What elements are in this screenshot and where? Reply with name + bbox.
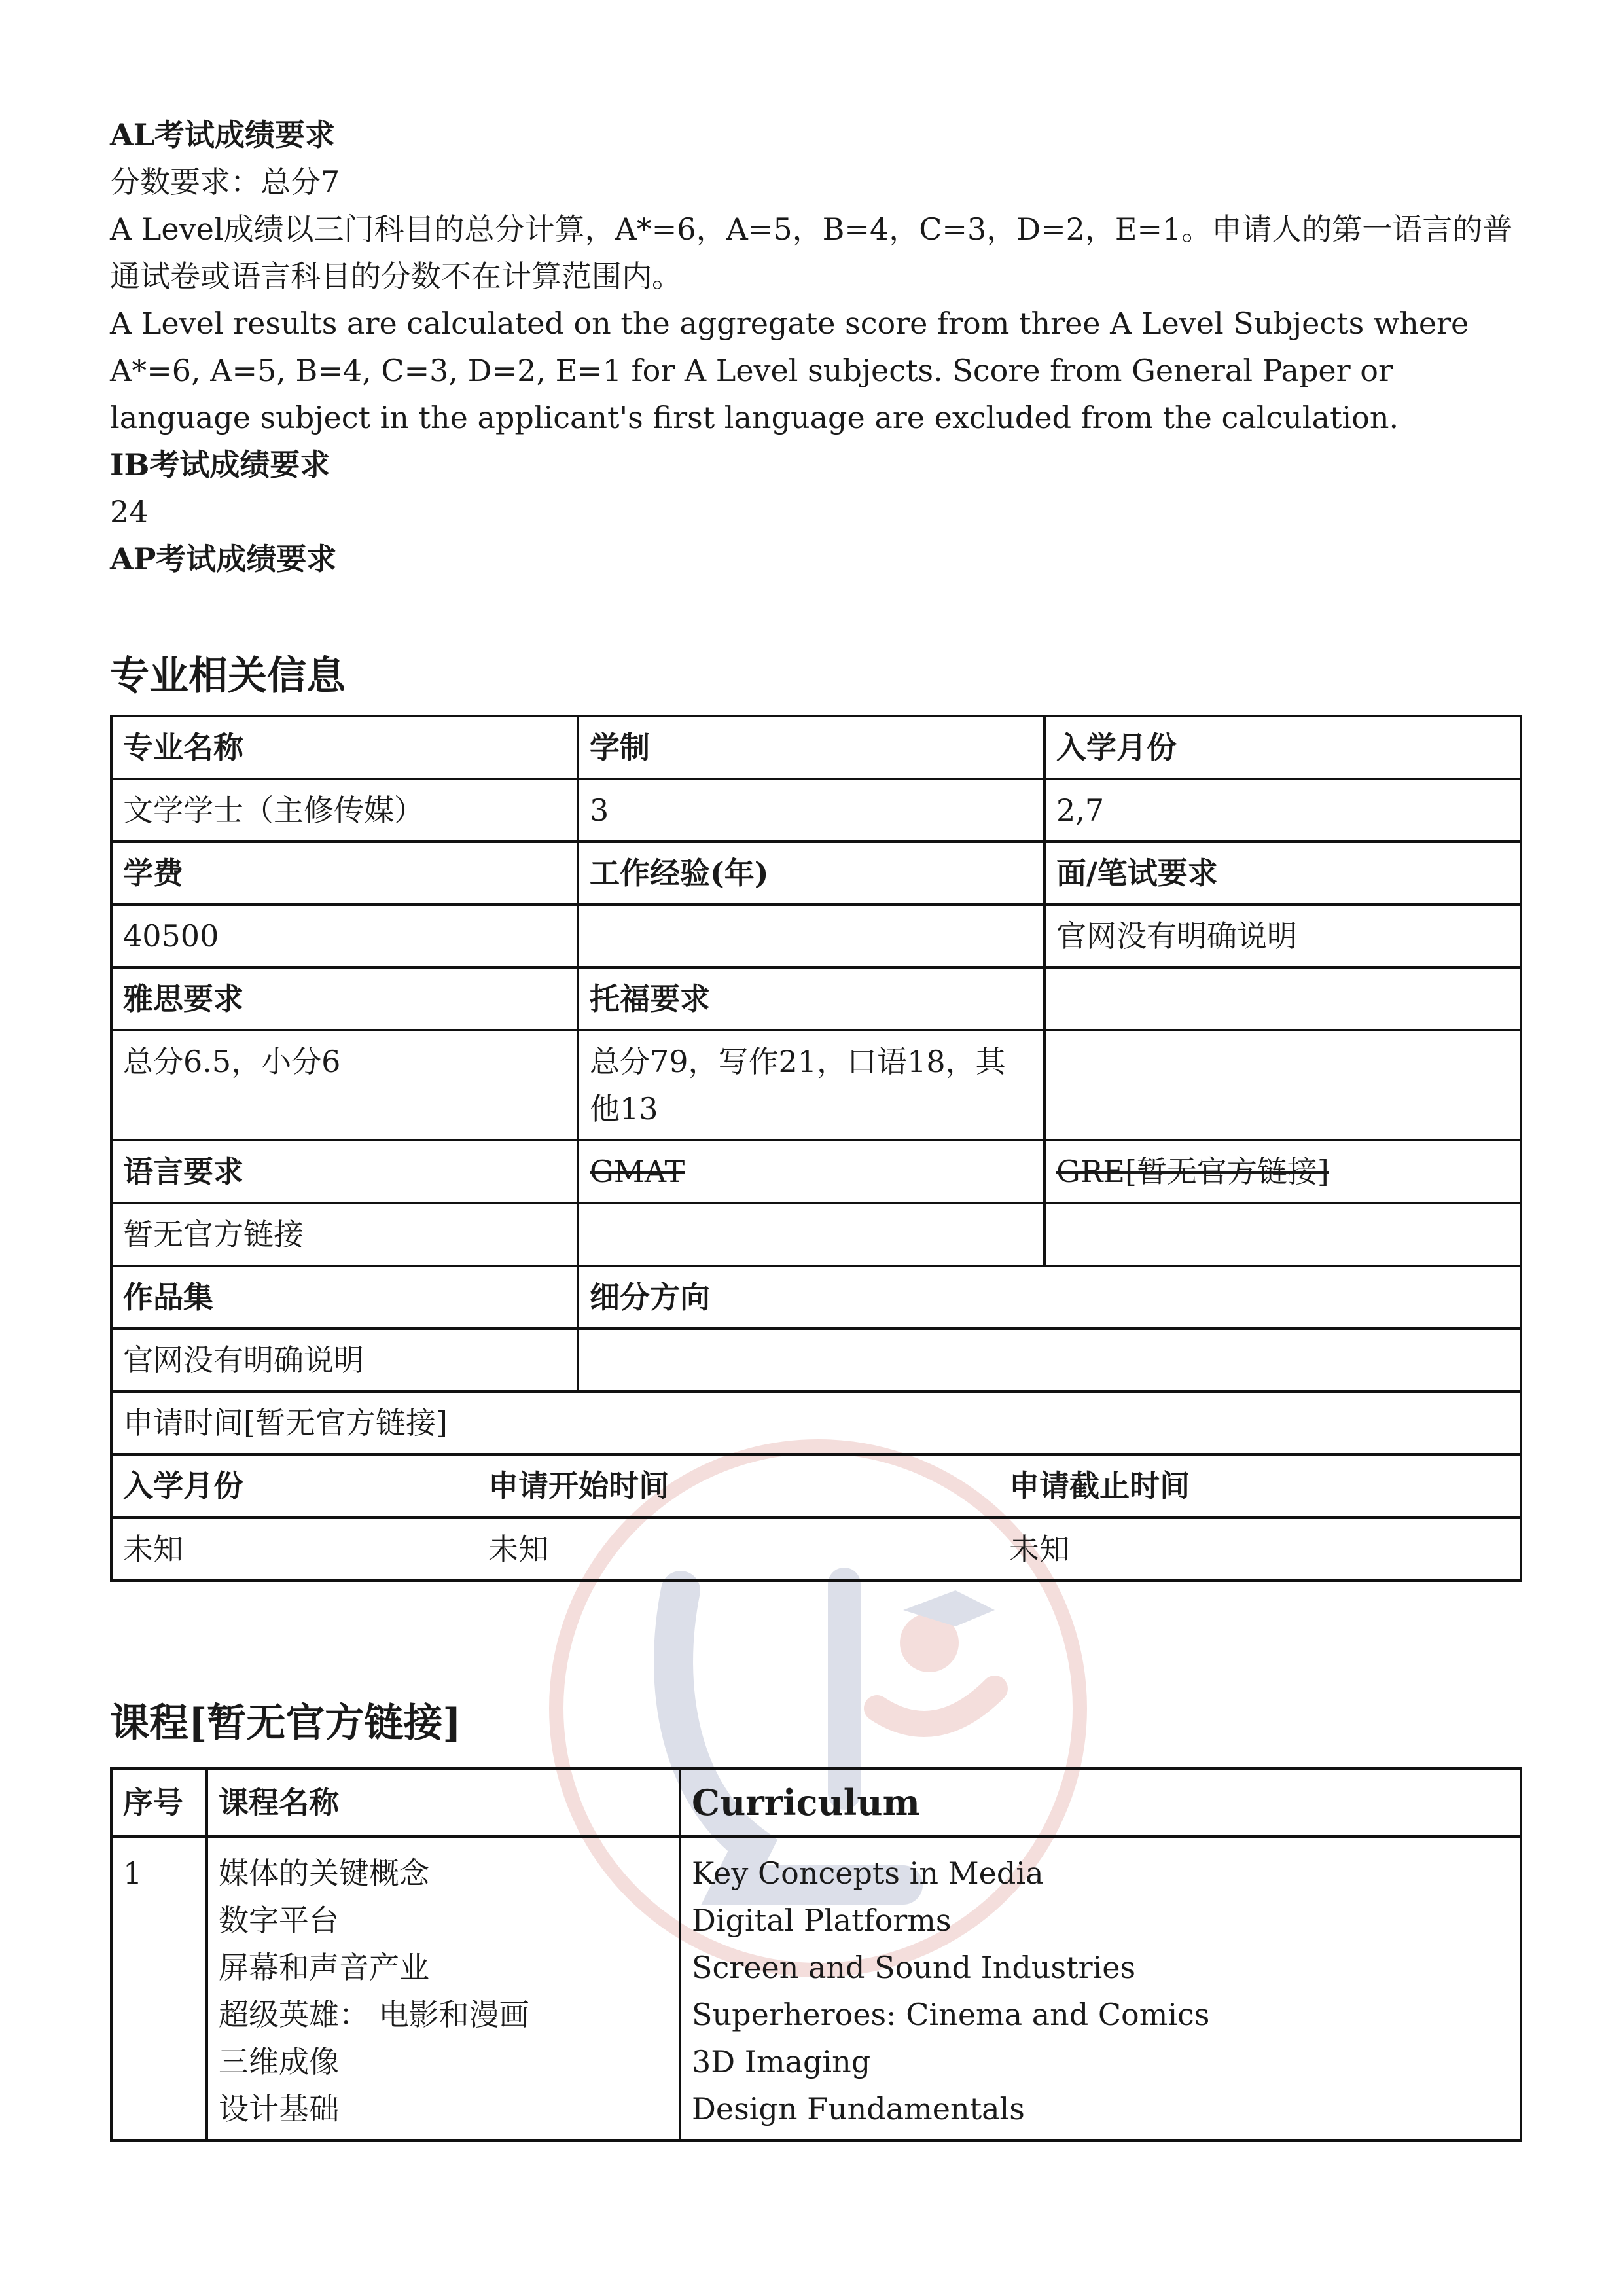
table-row xyxy=(111,842,1521,905)
list-item: 设计基础 xyxy=(219,2091,339,2126)
table-cell: 1 xyxy=(111,1837,207,2140)
al-description-en: A Level results are calculated on the aggregate score from three A Level Subjects where A*=6, A=5, B=4, C=3, D=2, E=1 for A Level subjects. Score from General Paper or language subject in the applicant's first language are excluded from the calculation. xyxy=(110,306,1469,435)
table-header-cell: 入学月份 xyxy=(113,1456,478,1518)
list-item: 三维成像 xyxy=(219,2044,339,2079)
ib-requirement-value: 24 xyxy=(110,494,149,529)
table-row xyxy=(111,1329,1521,1391)
table-row xyxy=(111,1203,1521,1266)
course-table xyxy=(110,1767,1522,2142)
ap-requirement-title: AP考试成绩要求 xyxy=(110,541,337,577)
table-header-cell: 专业名称 xyxy=(111,716,578,779)
table-header-cell: 细分方向 xyxy=(578,1266,1521,1329)
table-header-cell: 入学月份 xyxy=(1044,716,1521,779)
table-header-cell: 面/笔试要求 xyxy=(1044,842,1521,905)
table-row xyxy=(111,1266,1521,1329)
list-item: 超级英雄： 电影和漫画 xyxy=(219,1997,529,2032)
table-row xyxy=(113,1456,1520,1518)
table-header-cell: 申请截止时间 xyxy=(999,1456,1520,1518)
table-header-cell: 作品集 xyxy=(111,1266,578,1329)
major-info-heading: 专业相关信息 xyxy=(110,653,346,699)
table-cell: 未知 xyxy=(488,1532,549,1567)
table-cell: 官网没有明确说明 xyxy=(1044,905,1521,967)
table-header-cell: Curriculum xyxy=(680,1768,1521,1837)
table-header-cell: 申请开始时间 xyxy=(478,1456,999,1518)
table-cell: 40500 xyxy=(111,905,578,967)
table-row xyxy=(111,1140,1521,1203)
apply-time-label: 申请时间[暂无官方链接] xyxy=(111,1391,1521,1454)
table-row xyxy=(111,967,1521,1030)
list-item: 数字平台 xyxy=(219,1903,339,1938)
table-header-cell: 课程名称 xyxy=(207,1768,680,1837)
al-score-requirement: 分数要求：总分7 xyxy=(110,164,340,200)
ib-requirement-title: IB考试成绩要求 xyxy=(110,447,330,482)
table-row xyxy=(111,1768,1521,1837)
table-header-cell: 托福要求 xyxy=(578,967,1044,1030)
gmat-cell: GMAT xyxy=(578,1140,1044,1203)
list-item: Key Concepts in Media xyxy=(692,1856,1044,1891)
table-header-cell: 雅思要求 xyxy=(111,967,578,1030)
table-cell xyxy=(1044,1203,1521,1266)
list-item: 媒体的关键概念 xyxy=(219,1856,429,1891)
table-row xyxy=(111,1391,1521,1454)
table-cell: 文学学士（主修传媒） xyxy=(111,779,578,842)
al-requirement-title: AL考试成绩要求 xyxy=(110,117,336,152)
gre-cell: GRE[暂无官方链接] xyxy=(1044,1140,1521,1203)
table-cell: 未知 xyxy=(123,1532,183,1567)
list-item: 3D Imaging xyxy=(692,2044,871,2079)
table-cell: 官网没有明确说明 xyxy=(111,1329,578,1391)
al-description-zh: A Level成绩以三门科目的总分计算，A*=6，A=5，B=4，C=3，D=2，E=1。申请人的第一语言的普通试卷或语言科目的分数不在计算范围内。 xyxy=(110,211,1513,294)
course-names-en-cell xyxy=(680,1837,1521,2140)
table-cell xyxy=(1044,1030,1521,1140)
table-cell: 2,7 xyxy=(1044,779,1521,842)
table-cell: 3 xyxy=(578,779,1044,842)
major-info-table xyxy=(110,715,1522,1582)
table-cell xyxy=(578,905,1044,967)
table-row xyxy=(111,1454,1521,1581)
list-item: Screen and Sound Industries xyxy=(692,1950,1136,1985)
table-cell xyxy=(578,1329,1521,1391)
table-row xyxy=(111,1837,1521,2140)
table-header-cell: 序号 xyxy=(111,1768,207,1837)
table-row xyxy=(111,779,1521,842)
table-row xyxy=(111,716,1521,779)
table-cell: 暂无官方链接 xyxy=(111,1203,578,1266)
table-header-cell: 工作经验(年) xyxy=(578,842,1044,905)
table-row xyxy=(111,1030,1521,1140)
table-cell: 未知 xyxy=(1009,1532,1070,1567)
table-row xyxy=(111,905,1521,967)
list-item: Superheroes: Cinema and Comics xyxy=(692,1997,1210,2032)
table-header-cell: 学制 xyxy=(578,716,1044,779)
course-names-zh-cell xyxy=(207,1837,680,2140)
list-item: Design Fundamentals xyxy=(692,2091,1025,2126)
table-cell: 总分6.5，小分6 xyxy=(111,1030,578,1140)
table-header-cell: 语言要求 xyxy=(111,1140,578,1203)
dates-container xyxy=(111,1454,1521,1581)
application-dates-table xyxy=(113,1456,1520,1579)
list-item: 屏幕和声音产业 xyxy=(219,1950,429,1985)
course-heading: 课程[暂无官方链接] xyxy=(110,1700,461,1746)
table-header-cell: 学费 xyxy=(111,842,578,905)
list-item: Digital Platforms xyxy=(692,1903,952,1938)
table-header-cell xyxy=(1044,967,1521,1030)
table-row xyxy=(113,1518,1520,1580)
table-cell xyxy=(578,1203,1044,1266)
table-cell: 总分79，写作21，口语18，其他13 xyxy=(578,1030,1044,1140)
